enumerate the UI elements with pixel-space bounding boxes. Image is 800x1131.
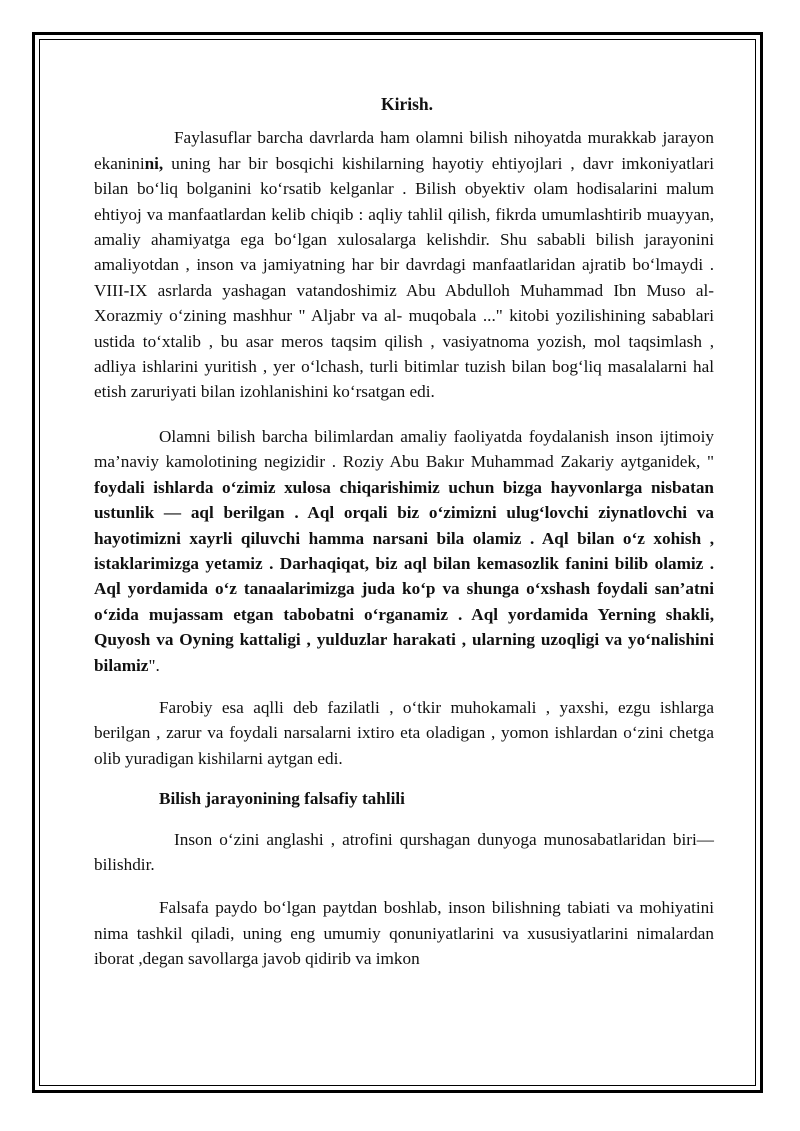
paragraph-falsafa: Falsafa paydo bo‘lgan paytdan boshlab, inson bilishning tabiati va mohiyatini nima tashkil qiladi, uning eng umumiy qonuniyatlarini va xususiyatlarini nimalardan iborat ,degan savollarga javob qidirib va imkon	[94, 898, 714, 969]
paragraph-inson: Inson o‘zini anglashi , atrofini qurshagan dunyoga munosabatlaridan biri—bilishdir.	[94, 829, 714, 874]
paragraph-quote-bold: foydali ishlarda o‘zimiz xulosa chiqarishimiz uchun bizga hayvonlarga nisbatan ustunlik — aql berilgan . Aql orqali biz o‘zimizni ulug‘lovchi ziynatlovchi va hayotimizni xayrli qiluvchi hamma narsani bila olamiz . Aql bilan o‘z xohish , istaklarimizga yetamiz . Darhaqiqat, biz aql bilan kemasozlik fanini bilib olamiz . Aql yordamida o‘z tanaalarimizga juda ko‘p va shunga o‘xshash foydali san’atni o‘zida mujassam etgan tabobatni o‘rganamiz . Aql yordamida Yerning shakli, Quyosh va Oyning kattaligi , yulduzlar harakati , ularning uzoqligi va yo‘nalishini bilamiz	[94, 477, 714, 675]
paragraph-farobiy: Farobiy esa aqlli deb fazilatli , o‘tkir muhokamali , yaxshi, ezgu ishlarga berilgan , zarur va foydali narsalarni ixtiro eta oladigan , yomon ishlardan o‘zini chetga olib yuradigan kishilarni aytgan edi.	[94, 697, 714, 768]
section-heading: Bilish jarayonining falsafiy tahlili	[159, 789, 405, 809]
paragraph-quote	[94, 424, 714, 678]
document-body	[94, 92, 714, 972]
paragraph-intro-text-rest: uning har bir bosqichi kishilarning hayotiy ehtiyojlari , davr imkoniyatlari bilan bo‘liq bolganini ko‘rsatib kelganlar . Bilish obyektiv olam hodisalarini malum ehtiyoj va manfaatlardan kelib chiqib : aqliy tahlil qilish, fikrda umumlashtirib muayyan, amaliy ahamiyatga ega bo‘lgan xulosalarga kelishdir. Shu sababli bilish jarayonini amaliyotdan , inson va jamiyatning har bir davrdagi manfaatlaridan ajratib bo‘lmaydi . VIII-IX asrlarda yashagan vatandoshimiz Abu Abdulloh Muhammad Ibn Muso al-Xorazmiy o‘zining mashhur " Aljabr va al- muqobala ..." kitobi yozilishining sabablari ustida to‘xtalib , bu asar meros taqsim qilish , vasiyatnoma yozish, mol taqsimlash , adliya ishlarini yuritish , yer o‘lchash, turli bitimlar tuzish bilan bog‘liq masalalarni hal etish zaruriyati bilan izohlanishini ko‘rsatgan edi.	[94, 153, 714, 402]
paragraph-quote-end: ".	[148, 655, 160, 675]
paragraph-quote-lead: Olamni bilish barcha bilimlardan amaliy faoliyatda foydalanish inson ijtimoiy ma’naviy kamolotining negizidir . Roziy Abu Bakır Muhammad Zakariy aytganidek, "	[94, 426, 714, 472]
paragraph-intro-text: Faylasuflar barcha davrlarda ham olamni bilish nihoyatda murakkab jarayon ekanini	[94, 128, 714, 173]
document-title: Kirish.	[380, 94, 434, 114]
paragraph-intro	[94, 125, 714, 404]
paragraph-intro-bold: ni,	[144, 153, 164, 173]
